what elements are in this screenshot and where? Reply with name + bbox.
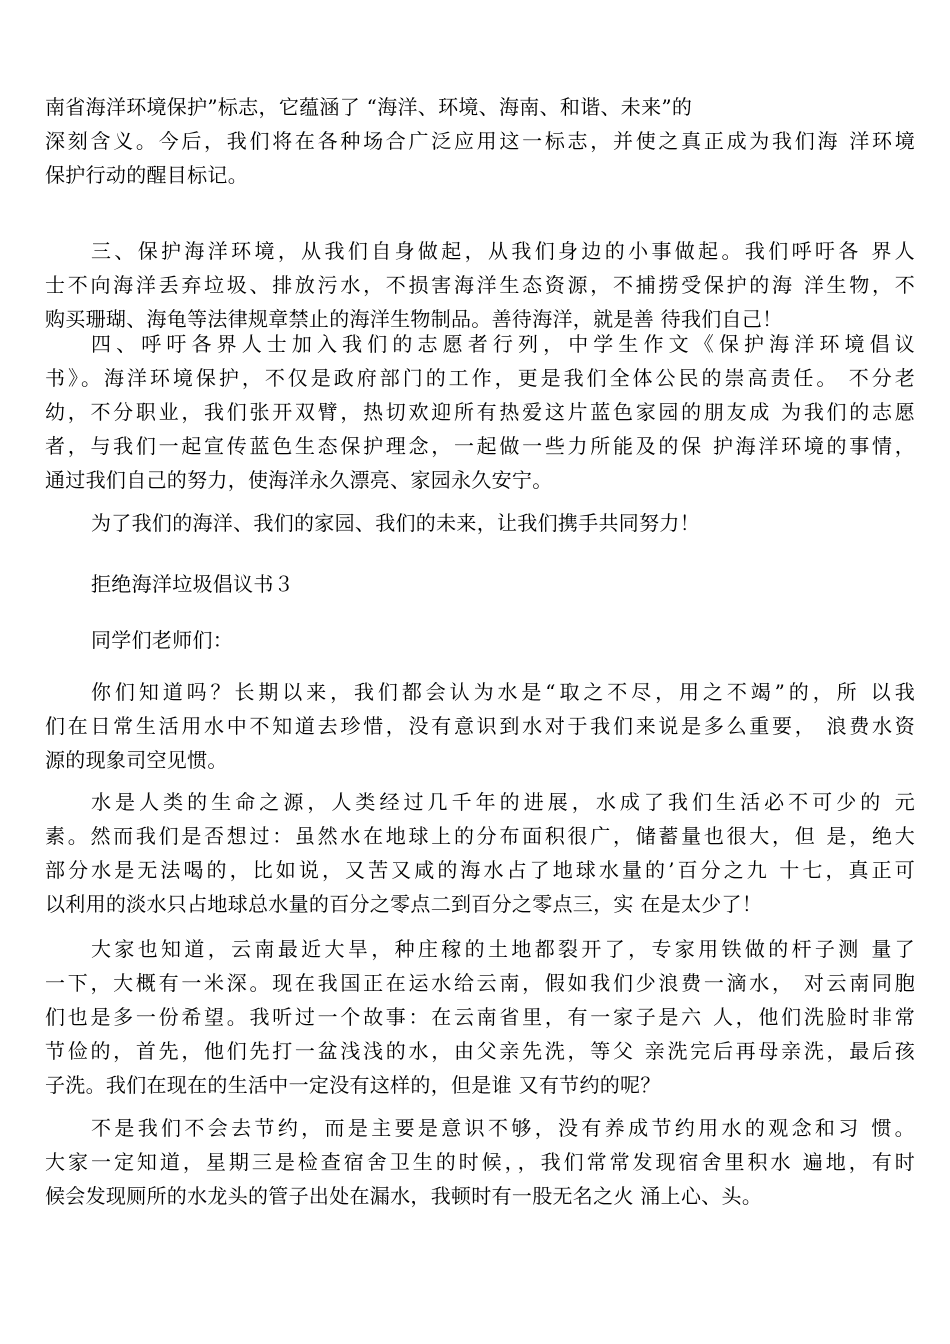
paragraph-1 bbox=[45, 90, 915, 192]
text-line: 深刻含义。今后，我们将在各种场合广泛应用这一标志，并使之真正成为我们海 洋环境 bbox=[45, 129, 915, 153]
text-line: 南省海洋环境保护”标志，它蕴涵了 “海洋、环境、海南、和谐、未来”的 bbox=[45, 95, 693, 119]
text-line: 四、呼吁各界人士加入我们的志愿者行列，中学生作文《保护海洋环境倡议 bbox=[91, 332, 915, 356]
salutation bbox=[45, 623, 915, 657]
text-line: 部分水是无法喝的，比如说，又苦又咸的海水占了地球水量的’百分之九 十七，真正可 bbox=[45, 858, 915, 882]
salutation-text: 同学们老师们： bbox=[91, 628, 234, 652]
text-line: 子洗。我们在现在的生活中一定没有这样的，但是谁 又有节约的呢？ bbox=[45, 1073, 661, 1097]
text-line: 节俭的，首先，他们先打一盆浅浅的水，由父亲先洗，等父 亲洗完后再母亲洗，最后孩 bbox=[45, 1039, 915, 1063]
text-line: 三、保护海洋环境，从我们自身做起，从我们身边的小事做起。我们呼吁各 界人 bbox=[91, 239, 915, 263]
text-line: 购买珊瑚、海龟等法律规章禁止的海洋生物制品。善待海洋，就是善 待我们自己！ bbox=[45, 307, 783, 331]
text-line: 为了我们的海洋、我们的家园、我们的未来，让我们携手共同努力！ bbox=[91, 511, 700, 535]
text-line: 们在日常生活用水中不知道去珍惜，没有意识到水对于我们来说是多么重要， 浪费水资 bbox=[45, 714, 915, 738]
text-line: 不是我们不会去节约，而是主要是意识不够，没有养成节约用水的观念和习 惯。 bbox=[91, 1116, 915, 1140]
paragraph-2 bbox=[45, 234, 915, 336]
text-line: 幼，不分职业，我们张开双臂，热切欢迎所有热爱这片蓝色家园的朋友成 为我们的志愿 bbox=[45, 400, 915, 424]
paragraph-8 bbox=[45, 1111, 915, 1213]
paragraph-7 bbox=[45, 932, 915, 1102]
text-line: 大家也知道，云南最近大旱，种庄稼的土地都裂开了，专家用铁做的杆子测 量了 bbox=[91, 937, 915, 961]
text-line: 以利用的淡水只占地球总水量的百分之零点二到百分之零点三，实 在是太少了！ bbox=[45, 892, 763, 916]
text-line: 水是人类的生命之源，人类经过几千年的进展，水成了我们生活必不可少的 元 bbox=[91, 790, 915, 814]
text-line: 通过我们自己的努力，使海洋永久漂亮、家园永久安宁。 bbox=[45, 468, 553, 492]
paragraph-5 bbox=[45, 675, 915, 777]
text-line: 你们知道吗？长期以来，我们都会认为水是“取之不尽，用之不竭”的，所 以我 bbox=[91, 680, 915, 704]
text-line: 书》。海洋环境保护，不仅是政府部门的工作，更是我们全体公民的崇高责任。 不分老 bbox=[45, 366, 915, 390]
text-line: 士不向海洋丢弃垃圾、排放污水，不损害海洋生态资源，不捕捞受保护的海 洋生物，不 bbox=[45, 273, 915, 297]
text-line: 保护行动的醒目标记。 bbox=[45, 163, 248, 187]
text-line: 候会发现厕所的水龙头的管子出处在漏水，我顿时有一股无名之火 涌上心、头。 bbox=[45, 1184, 763, 1208]
text-line: 者，与我们一起宣传蓝色生态保护理念，一起做一些力所能及的保 护海洋环境的事情， bbox=[45, 434, 915, 458]
section-heading bbox=[45, 567, 915, 601]
text-line: 大家一定知道，星期三是检查宿舍卫生的时候，，我们常常发现宿舍里积水 遍地，有时 bbox=[45, 1150, 915, 1174]
text-line: 素。然而我们是否想过：虽然水在地球上的分布面积很广，储蓄量也很大，但 是，绝大 bbox=[45, 824, 915, 848]
text-line: 一下，大概有一米深。现在我国正在运水给云南，假如我们少浪费一滴水， 对云南同胞 bbox=[45, 971, 915, 995]
paragraph-6 bbox=[45, 785, 915, 921]
paragraph-3 bbox=[45, 327, 915, 497]
text-line: 源的现象司空见惯。 bbox=[45, 748, 228, 772]
heading-text: 拒绝海洋垃圾倡议书３ bbox=[91, 572, 294, 596]
paragraph-4 bbox=[45, 506, 915, 540]
text-line: 们也是多一份希望。我听过一个故事：在云南省里，有一家子是六 人，他们洗脸时非常 bbox=[45, 1005, 915, 1029]
